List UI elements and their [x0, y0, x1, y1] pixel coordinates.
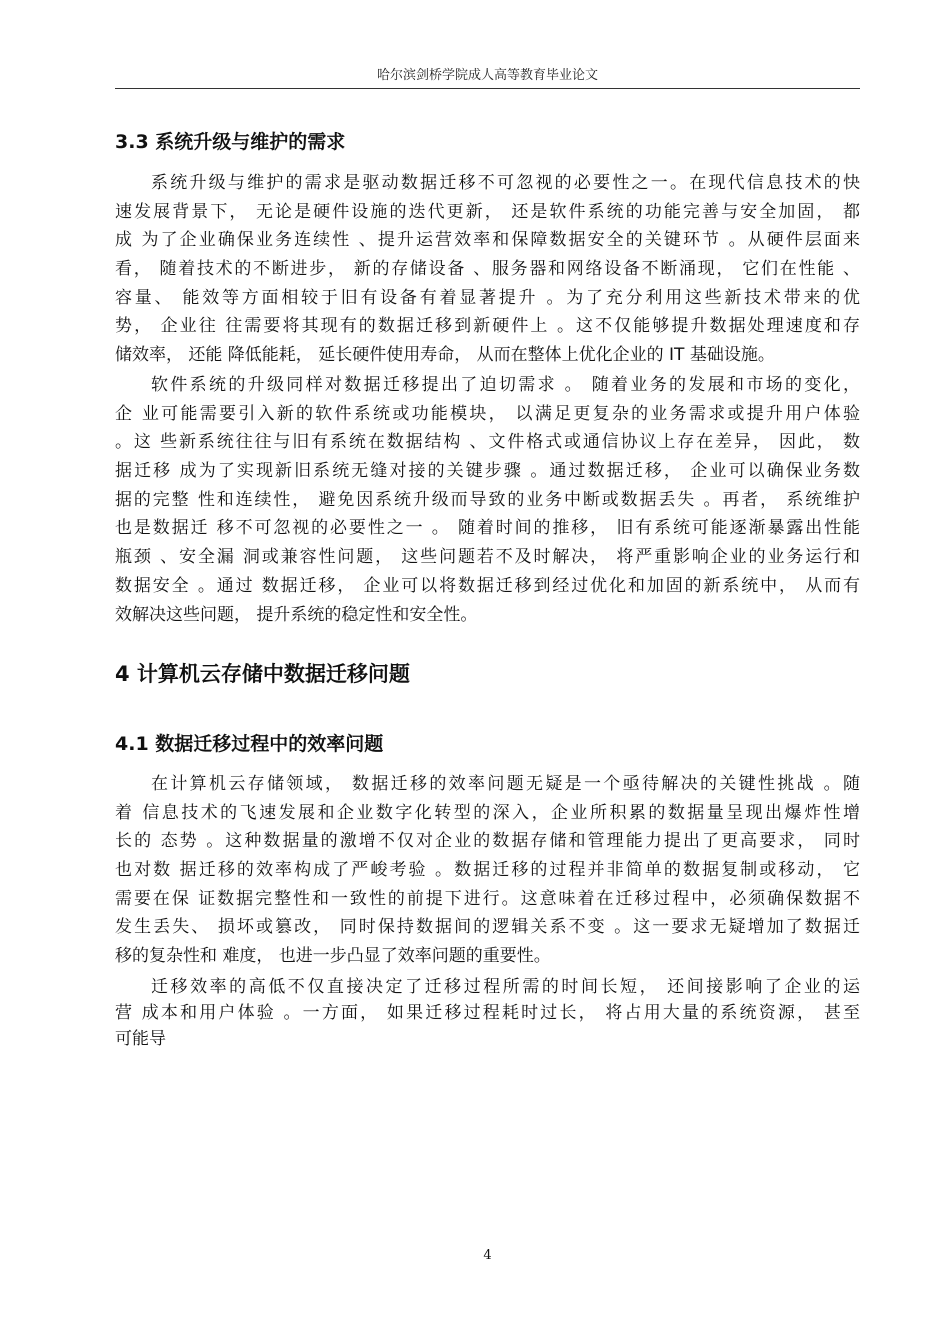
header-rule	[115, 88, 860, 89]
paragraph	[115, 974, 860, 1052]
text-line: 发生丢失、 损坏或篡改， 同时保持数据间的逻辑关系不变 。这一要求无疑增加了数据迁	[115, 917, 860, 938]
text-line: 长的 态势 。这种数据量的激增不仅对企业的数据存储和管理能力提出了更高要求， 同时	[115, 831, 860, 852]
text-line: 速发展背景下， 无论是硬件设施的迭代更新， 还是软件系统的功能完善与安全加固， 都	[115, 201, 860, 222]
page-number: 4	[483, 1248, 492, 1263]
section-heading-4-1: 4.1 数据迁移过程中的效率问题	[115, 733, 384, 755]
paragraph	[115, 169, 860, 370]
text-line: 容量、 能效等方面相较于旧有设备有着显著提升 。为了充分利用这些新技术带来的优	[115, 287, 860, 308]
text-line: 着 信息技术的飞速发展和企业数字化转型的深入，企业所积累的数据量呈现出爆炸性增	[115, 802, 860, 823]
text-line: 软件系统的升级同样对数据迁移提出了迫切需求 。 随着业务的发展和市场的变化，	[151, 375, 860, 395]
text-line: 也是数据迁 移不可忽视的必要性之一 。 随着时间的推移， 旧有系统可能逐渐暴露出性能	[115, 518, 860, 539]
text-line: 。这 些新系统往往与旧有系统在数据结构 、文件格式或通信协议上存在差异， 因此， 数	[115, 432, 860, 453]
section-heading-3-3: 3.3 系统升级与维护的需求	[115, 131, 346, 153]
text-line: 瓶颈 、安全漏 洞或兼容性问题， 这些问题若不及时解决， 将严重影响企业的业务运行和	[115, 547, 860, 568]
running-header: 哈尔滨剑桥学院成人高等教育毕业论文	[376, 68, 598, 83]
text-line: 需要在保 证数据完整性和一致性的前提下进行。这意味着在迁移过程中，必须确保数据不	[115, 888, 860, 909]
paragraph	[115, 770, 860, 971]
text-line: 系统升级与维护的需求是驱动数据迁移不可忽视的必要性之一。在现代信息技术的快	[151, 173, 860, 193]
text-line: 看， 随着技术的不断进步， 新的存储设备 、服务器和网络设备不断涌现， 它们在性能 、	[115, 259, 860, 280]
text-line: 势， 企业往 往需要将其现有的数据迁移到新硬件上 。这不仅能够提升数据处理速度和存	[115, 316, 860, 337]
text-line: 迁移效率的高低不仅直接决定了迁移过程所需的时间长短， 还间接影响了企业的运	[151, 977, 860, 997]
text-line: 效解决这些问题， 提升系统的稳定性和安全性。	[115, 604, 478, 625]
paragraph	[115, 371, 860, 629]
text-line: 成 为了企业确保业务连续性 、提升运营效率和保障数据安全的关键环节 。从硬件层面来	[115, 230, 860, 251]
text-line: 移的复杂性和 难度， 也进一步凸显了效率问题的重要性。	[115, 946, 551, 967]
text-line: 企 业可能需要引入新的软件系统或功能模块， 以满足更复杂的业务需求或提升用户体验	[115, 403, 860, 424]
text-line: 数据安全 。通过 数据迁移， 企业可以将数据迁移到经过优化和加固的新系统中， 从而有	[115, 575, 860, 596]
chapter-heading-4: 4 计算机云存储中数据迁移问题	[115, 662, 410, 686]
text-line: 在计算机云存储领域， 数据迁移的效率问题无疑是一个亟待解决的关键性挑战 。随	[151, 774, 860, 794]
text-line: 据迁移 成为了实现新旧系统无缝对接的关键步骤 。通过数据迁移， 企业可以确保业务数	[115, 461, 860, 482]
text-line: 也对数 据迁移的效率构成了严峻考验 。数据迁移的过程并非简单的数据复制或移动， 它	[115, 860, 860, 881]
text-line: 据的完整 性和连续性， 避免因系统升级而导致的业务中断或数据丢失 。再者， 系统维护	[115, 489, 860, 510]
text-line: 可能导	[115, 1029, 166, 1049]
text-line: 储效率， 还能 降低能耗， 延长硬件使用寿命， 从而在整体上优化企业的 IT 基础设施。	[115, 345, 775, 366]
text-line: 营 成本和用户体验 。一方面， 如果迁移过程耗时过长， 将占用大量的系统资源， 甚至	[115, 1003, 860, 1023]
